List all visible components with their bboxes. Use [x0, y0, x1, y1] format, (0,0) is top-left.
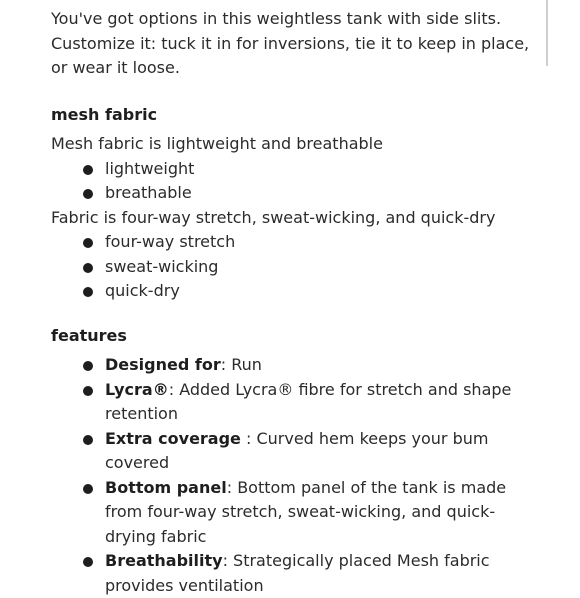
- scrollbar[interactable]: [546, 0, 548, 66]
- features-heading: features: [51, 325, 127, 345]
- list-item: breathable: [51, 181, 541, 206]
- bullet-icon: [83, 287, 93, 297]
- intro-text: You've got options in this weightless tank with side slits. Customize it: tuck it in for inversions, tie it to keep in place, or wear it loose.: [51, 9, 530, 77]
- mesh-list-2: [51, 230, 541, 304]
- list-item: quick-dry: [51, 279, 541, 304]
- bullet-icon: [83, 435, 93, 445]
- feature-item: Breathability: Strategically placed Mesh fabric provides ventilation: [51, 549, 541, 598]
- mesh-description-1: Mesh fabric is lightweight and breathable: [51, 134, 383, 153]
- feature-item: Designed for: Run: [51, 353, 541, 378]
- features-list: [51, 353, 541, 598]
- bullet-icon: [83, 557, 93, 567]
- feature-item: Bottom panel: Bottom panel of the tank is made from four-way stretch, sweat-wicking, and quick-drying fabric: [51, 476, 541, 550]
- bullet-icon: [83, 361, 93, 371]
- mesh-description-2: Fabric is four-way stretch, sweat-wicking, and quick-dry: [51, 207, 496, 227]
- feature-item: Extra coverage : Curved hem keeps your bum covered: [51, 427, 541, 476]
- mesh-fabric-heading: mesh fabric: [51, 104, 158, 124]
- bullet-icon: [83, 386, 93, 396]
- list-item: four-way stretch: [51, 230, 541, 255]
- product-description: [51, 7, 541, 598]
- bullet-icon: [83, 189, 93, 199]
- feature-item: Lycra®: Added Lycra® fibre for stretch and shape retention: [51, 378, 541, 427]
- bullet-icon: [83, 165, 93, 175]
- list-item: lightweight: [51, 157, 541, 182]
- bullet-icon: [83, 263, 93, 273]
- bullet-icon: [83, 238, 93, 248]
- mesh-list-1: [51, 157, 541, 206]
- bullet-icon: [83, 484, 93, 494]
- list-item: sweat-wicking: [51, 255, 541, 280]
